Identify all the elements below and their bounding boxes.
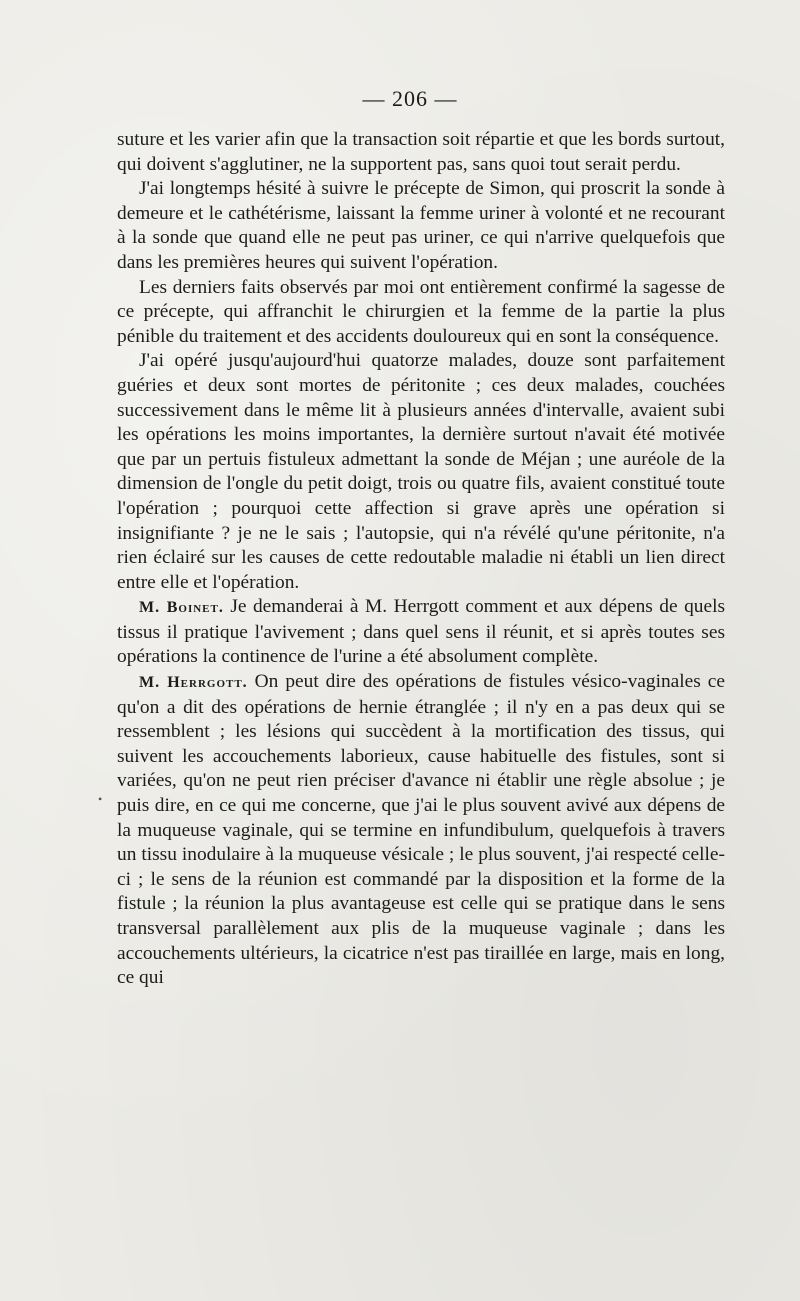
speaker-paragraph-herrgott <box>117 670 725 991</box>
speaker-text: On peut dire des opérations de fistules vésico-vaginales ce qu'on a dit des opérations de hernie étranglée ; il n'y en a pas deux qui se ressemblent ; les lésions qui succèdent à la mortification des tissus, qui suivent les accouchements laborieux, cause habituelle des fistules, sont si variées, qu'on ne peut rien préciser d'avance ni établir une règle absolue ; je puis dire, en ce qui me concerne, que j'ai le plus souvent avivé aux dépens de la muqueuse vaginale, qui se termine en infundibulum, quelquefois à travers un tissu inodulaire à la muqueuse vésicale ; le plus souvent, j'ai respecté celle-ci ; le sens de la réunion est commandé par la disposition et la forme de la fistule ; la réunion la plus avantageuse est celle qui se pratique dans le sens transversal parallèlement aux plis de la muqueuse vaginale ; dans les accouchements ultérieurs, la cicatrice n'est pas tiraillée en large, mais en long, ce qui <box>117 671 725 989</box>
speaker-paragraph-boinet <box>117 595 725 670</box>
margin-dot-mark: • <box>98 792 103 806</box>
paragraph: J'ai longtemps hésité à suivre le précepte de Simon, qui proscrit la sonde à demeure et le cathétérisme, laissant la femme uriner à volonté et ne recourant à la sonde que quand elle ne peut pas uriner, ce qui n'arrive quelquefois que dans les premières heures qui suivent l'opération. <box>117 178 725 273</box>
speaker-text: Je demanderai à M. Herrgott comment et aux dépens de quels tissus il pratique l'avivement ; dans quel sens il réunit, et si après toutes ses opérations la continence de l'urine a été absolument complète. <box>117 596 726 668</box>
speaker-name: M. Boinet. <box>139 599 224 617</box>
page-number: — 206 — <box>362 86 458 111</box>
body-text <box>117 128 725 991</box>
paragraph: Les derniers faits observés par moi ont entièrement confirmé la sagesse de ce précepte, qui affranchit le chirurgien et la femme de la partie la plus pénible du traitement et des accidents douloureux qui en sont la conséquence. <box>117 276 725 347</box>
speaker-name: M. Herrgott. <box>139 674 248 692</box>
paragraph-continuation: suture et les varier afin que la transaction soit répartie et que les bords surtout, qui doivent s'agglutiner, ne la supportent pas, sans quoi tout serait perdu. <box>117 129 725 175</box>
paragraph: J'ai opéré jusqu'aujourd'hui quatorze malades, douze sont parfaitement guéries et deux sont mortes de péritonite ; ces deux malades, couchées successivement dans le même lit à plusieurs années d'intervalle, avaient subi les opérations les moins importantes, la dernière surtout n'avait été motivée que par un pertuis fistuleux admettant la sonde de Méjan ; une auréole de la dimension de l'ongle du petit doigt, trois ou quatre fils, avaient constitué toute l'opération ; pourquoi cette affection si grave après une opération si insignifiante ? je ne le sais ; l'autopsie, qui n'a révélé qu'une péritonite, n'a rien éclairé sur les causes de cette redoutable maladie ni établi un lien direct entre elle et l'opération. <box>117 350 725 593</box>
